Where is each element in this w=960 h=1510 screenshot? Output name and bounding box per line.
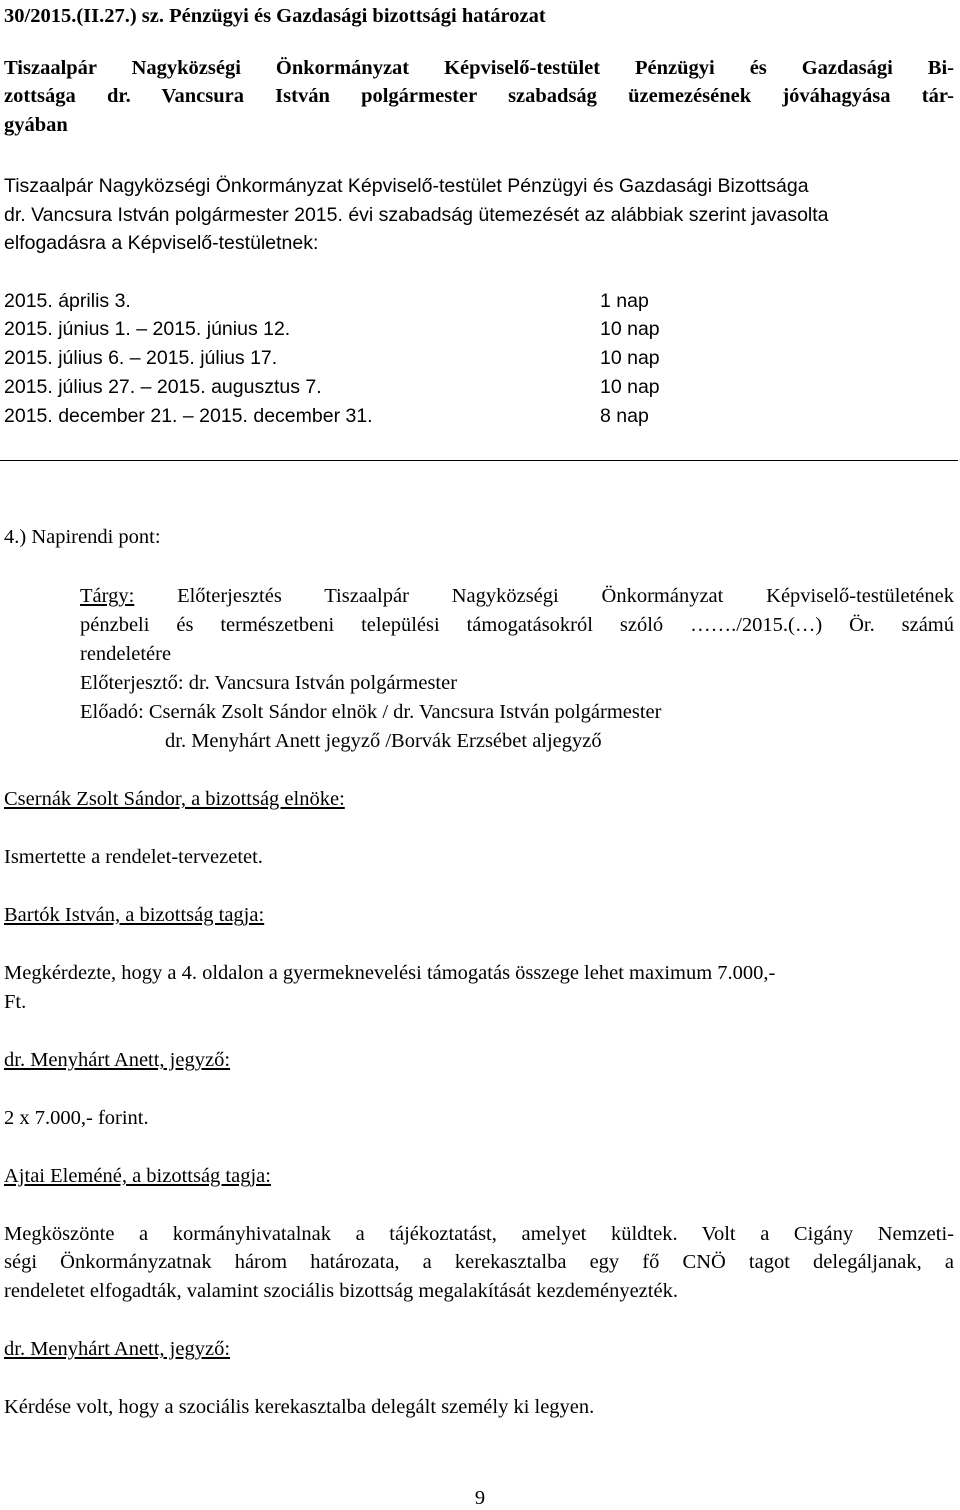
schedule-period: 2015. július 6. – 2015. július 17. xyxy=(4,347,278,369)
resolution-body-line-3: elfogadásra a Képviselő-testületnek: xyxy=(4,232,319,254)
agenda-presenter: Előadó: Csernák Zsolt Sándor elnök / dr. Vancsura István polgármester xyxy=(80,701,662,723)
schedule-period: 2015. július 27. – 2015. augusztus 7. xyxy=(4,376,322,398)
schedule-period: 2015. december 21. – 2015. december 31. xyxy=(4,405,373,427)
speech-line: 2 x 7.000,- forint. xyxy=(4,1107,149,1129)
agenda-presenter-2: dr. Menyhárt Anett jegyző /Borvák Erzsébet aljegyző xyxy=(165,730,602,752)
speaker-label: dr. Menyhárt Anett, jegyző: xyxy=(4,1049,231,1071)
subject-label: Tárgy: xyxy=(80,585,135,607)
resolution-body-line-1: Tiszaalpár Nagyközségi Önkormányzat Képviselő-testület Pénzügyi és Gazdasági Bizottsága xyxy=(4,175,809,197)
speech-line: Megkérdezte, hogy a 4. oldalon a gyermeknevelési támogatás összege lehet maximum 7.000,- xyxy=(4,962,776,984)
speaker-label: dr. Menyhárt Anett, jegyző: xyxy=(4,1338,231,1360)
agenda-subject-line-2: pénzbeli és természetbeni települési támogatásokról szóló ……./2015.(…) Ör. számú xyxy=(80,614,954,636)
speech-line: rendeletet elfogadták, valamint szociális bizottság megalakítását kezdeményezték. xyxy=(4,1280,678,1302)
speech-line: ségi Önkormányzatnak három határozata, a kerekasztalba egy fő CNÖ tagot delegáljanak, a xyxy=(4,1251,954,1273)
schedule-days: 1 nap xyxy=(600,290,649,312)
agenda-subject-line-1 xyxy=(80,584,954,608)
resolution-title-line-2: zottsága dr. Vancsura István polgármester szabadság üzemezésének jóváhagyása tár- xyxy=(4,85,954,107)
schedule-period: 2015. április 3. xyxy=(4,290,131,312)
speech-line: Kérdése volt, hogy a szociális kerekasztalba delegált személy ki legyen. xyxy=(4,1396,595,1418)
schedule-days: 10 nap xyxy=(600,376,660,398)
agenda-proposer: Előterjesztő: dr. Vancsura István polgármester xyxy=(80,672,458,694)
agenda-subject-line-3: rendeletére xyxy=(80,643,172,665)
resolution-title-line-3: gyában xyxy=(4,114,68,136)
resolution-number: 30/2015.(II.27.) sz. Pénzügyi és Gazdasági bizottsági határozat xyxy=(4,5,546,27)
resolution-title-line-1: Tiszaalpár Nagyközségi Önkormányzat Képviselő-testület Pénzügyi és Gazdasági Bi- xyxy=(4,57,954,79)
speaker-label: Ajtai Eleméné, a bizottság tagja: xyxy=(4,1165,271,1187)
schedule-days: 8 nap xyxy=(600,405,649,427)
schedule-period: 2015. június 1. – 2015. június 12. xyxy=(4,318,291,340)
speech-line: Ismertette a rendelet-tervezetet. xyxy=(4,846,263,868)
subject-text: Előterjesztés Tiszaalpár Nagyközségi Önkormányzat Képviselő-testületének xyxy=(134,585,954,607)
section-divider xyxy=(0,460,958,461)
speech-line: Megköszönte a kormányhivatalnak a tájékoztatást, amelyet küldtek. Volt a Cigány Nemzeti- xyxy=(4,1223,954,1245)
resolution-body-line-2: dr. Vancsura István polgármester 2015. évi szabadság ütemezését az alábbiak szerint javasolta xyxy=(4,204,829,226)
schedule-days: 10 nap xyxy=(600,318,660,340)
speech-line: Ft. xyxy=(4,991,27,1013)
speaker-label: Bartók István, a bizottság tagja: xyxy=(4,904,265,926)
schedule-days: 10 nap xyxy=(600,347,660,369)
agenda-point-heading: 4.) Napirendi pont: xyxy=(4,526,161,548)
speaker-label: Csernák Zsolt Sándor, a bizottság elnöke: xyxy=(4,788,345,810)
page-number: 9 xyxy=(474,1487,486,1509)
